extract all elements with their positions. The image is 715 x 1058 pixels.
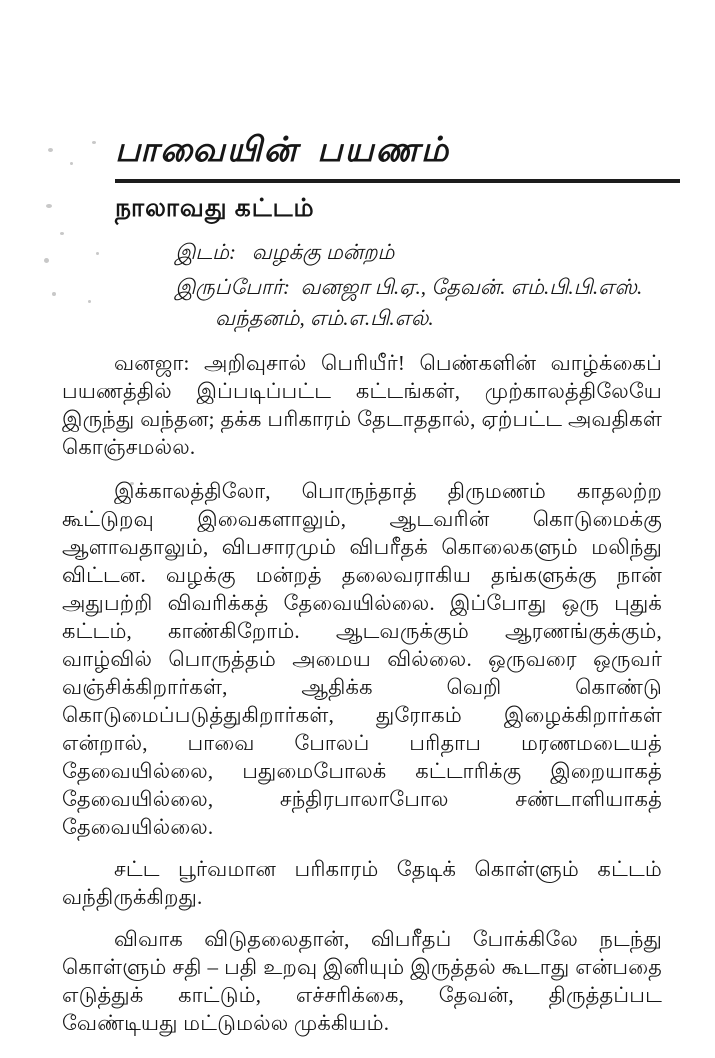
dialogue-paragraph: விவாக விடுதலைதான், விபரீதப் போக்கிலே நடந்து கொள்ளும் சதி – பதி உறவு இனியும் இருத்தல் கூடாது என்பதை எடுத்துக் காட்டும், எச்சரிக்கை, தேவன், திருத்தப்பட வேண்டியது மட்டுமல்ல முக்கியம். — [62, 926, 662, 1035]
scan-artifact — [46, 204, 52, 208]
characters-line — [175, 275, 662, 302]
characters-names: வனஜா பி.ஏ., தேவன். எம்.பி.பி.எஸ். — [300, 274, 643, 299]
place-label: இடம்: — [175, 239, 237, 264]
scene-heading: நாலாவது கட்டம் — [115, 194, 315, 222]
characters-label: இருப்போர்: — [175, 274, 290, 299]
place-value: வழக்கு மன்றம் — [251, 239, 395, 264]
chapter-title: பாவையின் பயணம் — [115, 130, 680, 183]
scan-artifact — [52, 292, 56, 296]
place-line — [175, 240, 662, 267]
scene-setting — [62, 240, 662, 333]
dialogue-paragraph: சட்ட பூர்வமான பரிகாரம் தேடிக் கொள்ளும் கட்டம் வந்திருக்கிறது. — [62, 856, 662, 909]
scan-artifact — [44, 258, 49, 263]
dialogue-paragraph: வனஜா: அறிவுசால் பெரியீர்! பெண்களின் வாழ்க்கைப் பயணத்தில் இப்படிப்பட்ட கட்டங்கள், முற்காலத்திலேயே இருந்து வந்தன; தக்க பரிகாரம் தேடாததால், ஏற்பட்ட அவதிகள் கொஞ்சமல்ல. — [62, 350, 662, 459]
dialogue-paragraph: இக்காலத்திலோ, பொருந்தாத் திருமணம் காதலற்ற கூட்டுறவு இவைகளாலும், ஆடவரின் கொடுமைக்கு ஆளாவதாலும், விபசாரமும் விபரீதக் கொலைகளும் மலிந்து விட்டன. வழக்கு மன்றத் தலைவராகிய தங்களுக்கு நான் அதுபற்றி விவரிக்கத் தேவையில்லை. இப்போது ஒரு புதுக் கட்டம், காண்கிறோம். ஆடவருக்கும் ஆரணங்குக்கும், வாழ்வில் பொருத்தம் அமைய வில்லை. ஒருவரை ஒருவர் வஞ்சிக்கிறார்கள், ஆதிக்க வெறி கொண்டு கொடுமைப்படுத்துகிறார்கள், துரோகம் இழைக்கிறார்கள் என்றால், பாவை போலப் பரிதாப மரணமடையத் தேவையில்லை, பதுமைபோலக் கட்டாரிக்கு இறையாகத் தேவையில்லை, சந்திரபாலாபோல சண்டாளியாகத் தேவையில்லை. — [62, 478, 662, 839]
scan-artifact — [48, 148, 53, 152]
page-content — [62, 130, 662, 1037]
characters-names-continued: வந்தனம், எம்.எ.பி.எல். — [215, 305, 434, 330]
